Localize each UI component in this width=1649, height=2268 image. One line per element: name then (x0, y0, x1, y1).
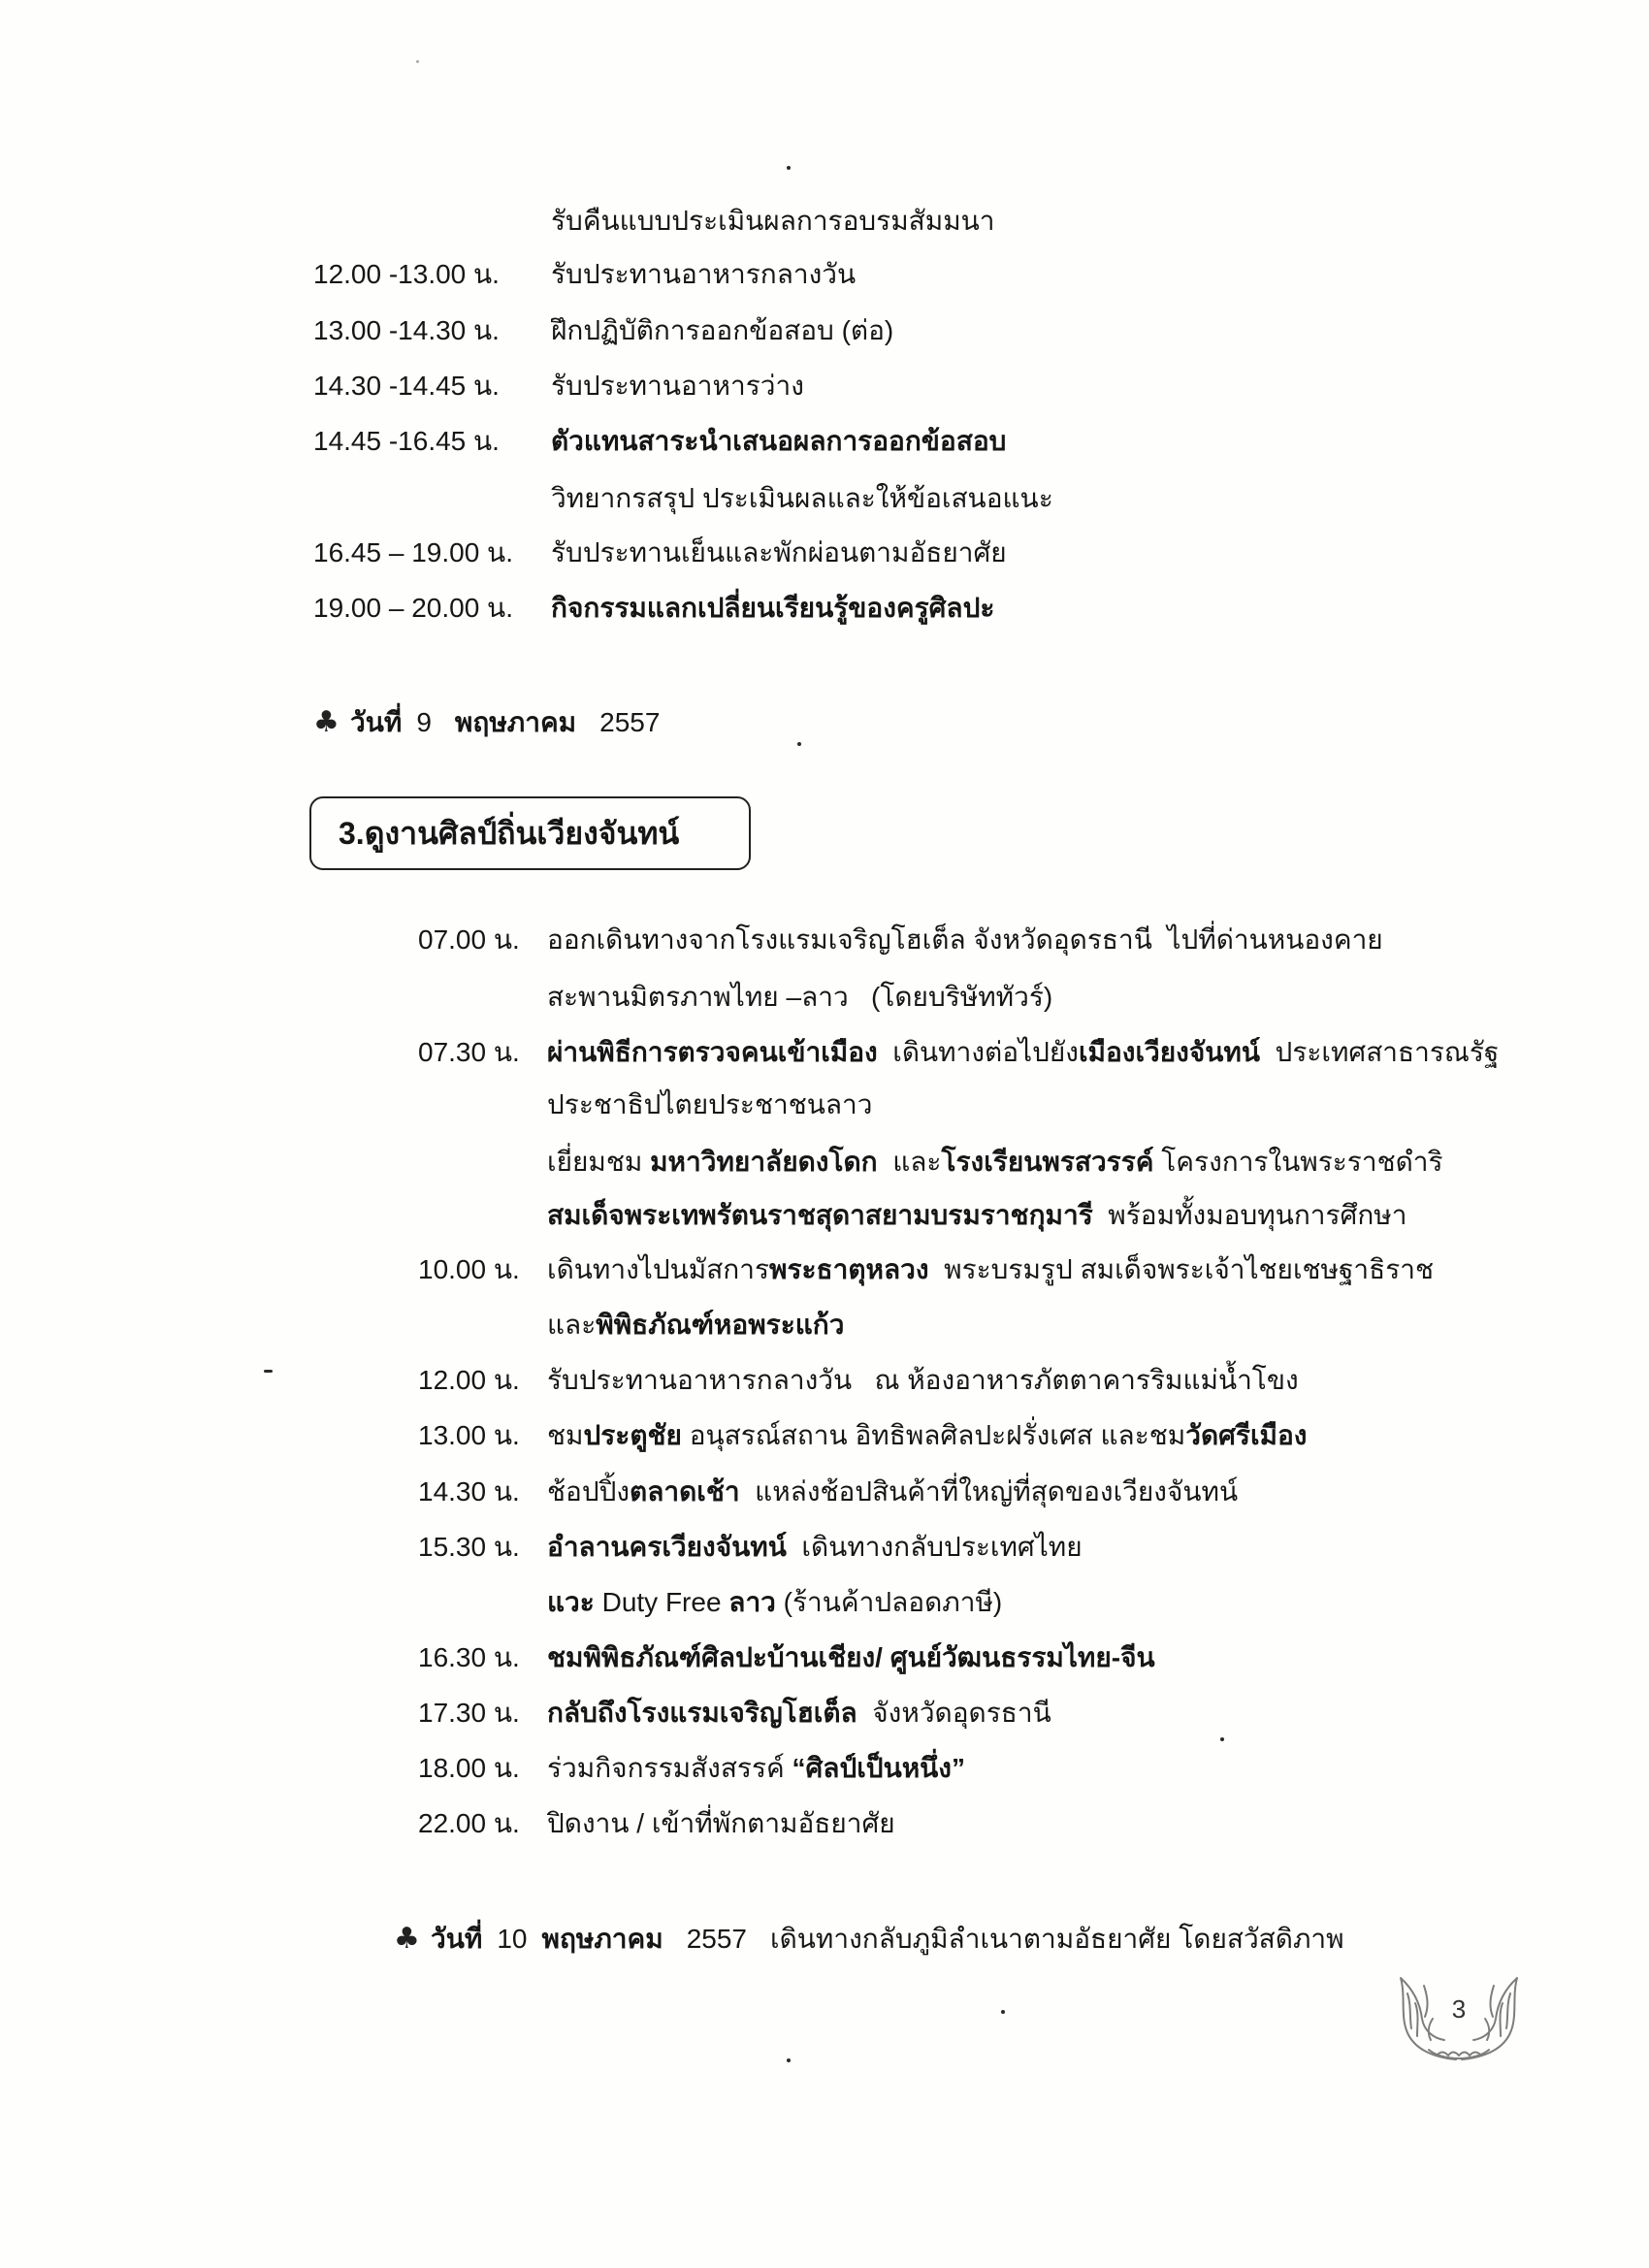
time-label: 19.00 – 20.00 น. (313, 593, 513, 623)
scan-speck (264, 1370, 273, 1373)
activity-segment-bold: วัดศรีเมือง (1185, 1420, 1308, 1450)
activity-segment: ปิดงาน / เข้าที่พักตามอัธยาศัย (547, 1808, 895, 1838)
activity-segment-bold: ประตูชัย (583, 1420, 682, 1450)
activity-segment-bold: ผ่านพิธีการตรวจคนเข้าเมือง (547, 1037, 878, 1067)
schedule-row (0, 1248, 1649, 1291)
time-label: 16.45 – 19.00 น. (313, 537, 513, 567)
activity-segment: ฝึกปฏิบัติการออกข้อสอบ (ต่อ) (551, 315, 894, 345)
activity-text (547, 1359, 1562, 1402)
activity-segment-bold: พิพิธภัณฑ์หอพระแก้ว (596, 1310, 845, 1340)
scan-speck (787, 166, 791, 170)
activity-segment-bold: เมืองเวียงจันทน์ (1078, 1037, 1260, 1067)
activity-text (547, 1747, 1562, 1790)
schedule-row (0, 1471, 1649, 1513)
activity-segment: รับประทานเย็นและพักผ่อนตามอัธยาศัย (551, 537, 1007, 567)
time-label: 07.00 น. (418, 924, 520, 955)
time-label: 18.00 น. (418, 1753, 520, 1783)
activity-segment-bold: มหาวิทยาลัยดงโดก (650, 1147, 878, 1177)
schedule-row (0, 1802, 1649, 1845)
time-label: 12.00 -13.00 น. (313, 259, 500, 289)
schedule-row (0, 1304, 1649, 1346)
activity-text (547, 1636, 1562, 1679)
activity-segment: รับประทานอาหารกลางวัน ณ ห้องอาหารภัตตาคารริมแม่น้ำโขง (547, 1365, 1299, 1395)
schedule-row (0, 200, 1649, 243)
day-label: วันที่ (431, 1924, 483, 1954)
activity-text (551, 420, 1562, 463)
activity-text (551, 587, 1562, 630)
activity-segment: และ (547, 1310, 597, 1340)
activity-segment: เยี่ยมชม (547, 1147, 651, 1177)
schedule-row (0, 1526, 1649, 1569)
schedule-row (0, 365, 1649, 407)
time-label: 15.30 น. (418, 1532, 520, 1562)
activity-segment: ประเทศสาธารณรัฐ (1259, 1037, 1500, 1067)
activity-text (547, 1194, 1562, 1237)
activity-segment-bold: พระธาตุหลวง (769, 1254, 929, 1284)
activity-segment: ชม (547, 1420, 584, 1450)
activity-segment: รับประทานอาหารว่าง (551, 371, 804, 401)
time-label: 17.30 น. (418, 1698, 520, 1728)
activity-segment-bold: ตลาดเช้า (630, 1476, 740, 1507)
time-label: 13.00 น. (418, 1420, 520, 1450)
activity-segment-bold: แวะ (547, 1587, 595, 1617)
schedule-row (0, 587, 1649, 630)
activity-text (547, 1304, 1562, 1346)
schedule-row (0, 1747, 1649, 1790)
schedule-row (0, 420, 1649, 463)
time-label: 14.45 -16.45 น. (313, 426, 500, 456)
time-label: 13.00 -14.30 น. (313, 315, 500, 345)
activity-text (547, 1802, 1562, 1845)
activity-segment: เดินทางไปนมัสการ (547, 1254, 770, 1284)
schedule-row (0, 1581, 1649, 1624)
activity-text (551, 365, 1562, 407)
activity-segment-bold: สมเด็จพระเทพรัตนราชสุดาสยามบรมราชกุมารี (547, 1200, 1093, 1230)
time-label: 22.00 น. (418, 1808, 520, 1838)
schedule-row (0, 1084, 1649, 1126)
activity-text (551, 253, 1562, 296)
activity-segment: สะพานมิตรภาพไทย –ลาว (โดยบริษัททัวร์) (547, 982, 1053, 1012)
scan-speck (787, 2058, 791, 2062)
time-label: 12.00 น. (418, 1365, 520, 1395)
activity-text (551, 532, 1562, 574)
activity-segment-bold: “ศิลป์เป็นหนึ่ง” (792, 1753, 965, 1783)
activity-segment: รับคืนแบบประเมินผลการอบรมสัมมนา (551, 206, 995, 236)
schedule-row (0, 1141, 1649, 1183)
day-number: 10 (497, 1924, 528, 1954)
club-bullet-icon (394, 1918, 431, 1960)
activity-segment-bold: กิจกรรมแลกเปลี่ยนเรียนรู้ของครูศิลปะ (551, 593, 995, 623)
activity-segment-bold: ลาว (728, 1587, 776, 1617)
club-bullet-icon (313, 701, 350, 744)
schedule-row (0, 1194, 1649, 1237)
activity-text (551, 200, 1562, 243)
activity-segment: พร้อมทั้งมอบทุนการศึกษา (1092, 1200, 1407, 1230)
activity-text (547, 1581, 1562, 1624)
year-label: 2557 (599, 707, 661, 737)
day-label: วันที่ (350, 707, 403, 737)
year-label: 2557 (686, 1924, 748, 1954)
activity-text (547, 1471, 1562, 1513)
activity-segment-bold: ตัวแทนสาระนำเสนอผลการออกข้อสอบ (551, 426, 1007, 456)
schedule-row (0, 532, 1649, 574)
activity-text (547, 1141, 1562, 1183)
scan-speck (1220, 1737, 1224, 1741)
time-label: 10.00 น. (418, 1254, 520, 1284)
activity-segment: ช้อปปิ้ง (547, 1476, 630, 1507)
month-label: พฤษภาคม (454, 707, 577, 737)
activity-segment: ประชาธิปไตยประชาชนลาว (547, 1089, 873, 1119)
day-heading (313, 701, 660, 744)
activity-segment: พระบรมรูป สมเด็จพระเจ้าไชยเชษฐาธิราช (928, 1254, 1435, 1284)
activity-segment: รับประทานอาหารกลางวัน (551, 259, 857, 289)
section-title: 3.ดูงานศิลป์ถิ่นเวียงจันทน์ (339, 816, 680, 851)
schedule-row (0, 477, 1649, 520)
activity-segment: เดินทางกลับประเทศไทย (786, 1532, 1083, 1562)
schedule-row (0, 309, 1649, 352)
activity-segment: เดินทางต่อไปยัง (877, 1037, 1079, 1067)
activity-segment: (ร้านค้าปลอดภาษี) (775, 1587, 1003, 1617)
activity-text (547, 1084, 1562, 1126)
schedule-row (0, 1359, 1649, 1402)
page-number: 3 (1451, 1994, 1467, 2024)
activity-text (547, 976, 1562, 1019)
activity-text (547, 1031, 1562, 1074)
activity-segment: วิทยากรสรุป ประเมินผลและให้ข้อเสนอแนะ (551, 483, 1053, 513)
schedule-row (0, 1414, 1649, 1457)
section-title-box (309, 796, 751, 870)
activity-segment-bold: ชมพิพิธภัณฑ์ศิลปะบ้านเชียง/ ศูนย์วัฒนธรรมไทย-จีน (547, 1642, 1155, 1672)
activity-segment-bold: อำลานครเวียงจันทน์ (547, 1532, 787, 1562)
month-label: พฤษภาคม (541, 1924, 663, 1954)
activity-text (547, 1526, 1562, 1569)
activity-segment-bold: กลับถึงโรงแรมเจริญโฮเต็ล (547, 1698, 857, 1728)
day-heading (394, 1918, 1344, 1960)
day-note: เดินทางกลับภูมิลำเนาตามอัธยาศัย โดยสวัสดิภาพ (770, 1924, 1344, 1954)
activity-segment: อนุสรณ์สถาน อิทธิพลศิลปะฝรั่งเศส และชม (681, 1420, 1186, 1450)
activity-segment: แหล่งช้อปสินค้าที่ใหญ่ที่สุดของเวียงจันทน์ (739, 1476, 1239, 1507)
schedule-row (0, 1636, 1649, 1679)
activity-text (547, 1248, 1562, 1291)
schedule-row (0, 976, 1649, 1019)
schedule-row (0, 919, 1649, 961)
activity-segment: โครงการในพระราชดำริ (1153, 1147, 1443, 1177)
time-label: 14.30 น. (418, 1476, 520, 1507)
scan-speck (797, 742, 801, 746)
schedule-row (0, 1031, 1649, 1074)
time-label: 07.30 น. (418, 1037, 520, 1067)
activity-text (547, 1692, 1562, 1734)
scan-speck (416, 60, 419, 63)
time-label: 14.30 -14.45 น. (313, 371, 500, 401)
time-label: 16.30 น. (418, 1642, 520, 1672)
activity-segment: ร่วมกิจกรรมสังสรรค์ (547, 1753, 792, 1783)
activity-segment: Duty Free (594, 1587, 729, 1617)
schedule-row (0, 1692, 1649, 1734)
day-number: 9 (416, 707, 432, 737)
activity-text (547, 919, 1562, 961)
activity-segment: ออกเดินทางจากโรงแรมเจริญโฮเต็ล จังหวัดอุดรธานี ไปที่ด่านหนองคาย (547, 924, 1383, 955)
activity-segment: จังหวัดอุดรธานี (857, 1698, 1051, 1728)
schedule-row (0, 253, 1649, 296)
scan-speck (1001, 2010, 1005, 2014)
activity-text (551, 477, 1562, 520)
activity-text (547, 1414, 1562, 1457)
activity-segment-bold: โรงเรียนพรสวรรค์ (941, 1147, 1154, 1177)
activity-text (551, 309, 1562, 352)
activity-segment: และ (877, 1147, 942, 1177)
